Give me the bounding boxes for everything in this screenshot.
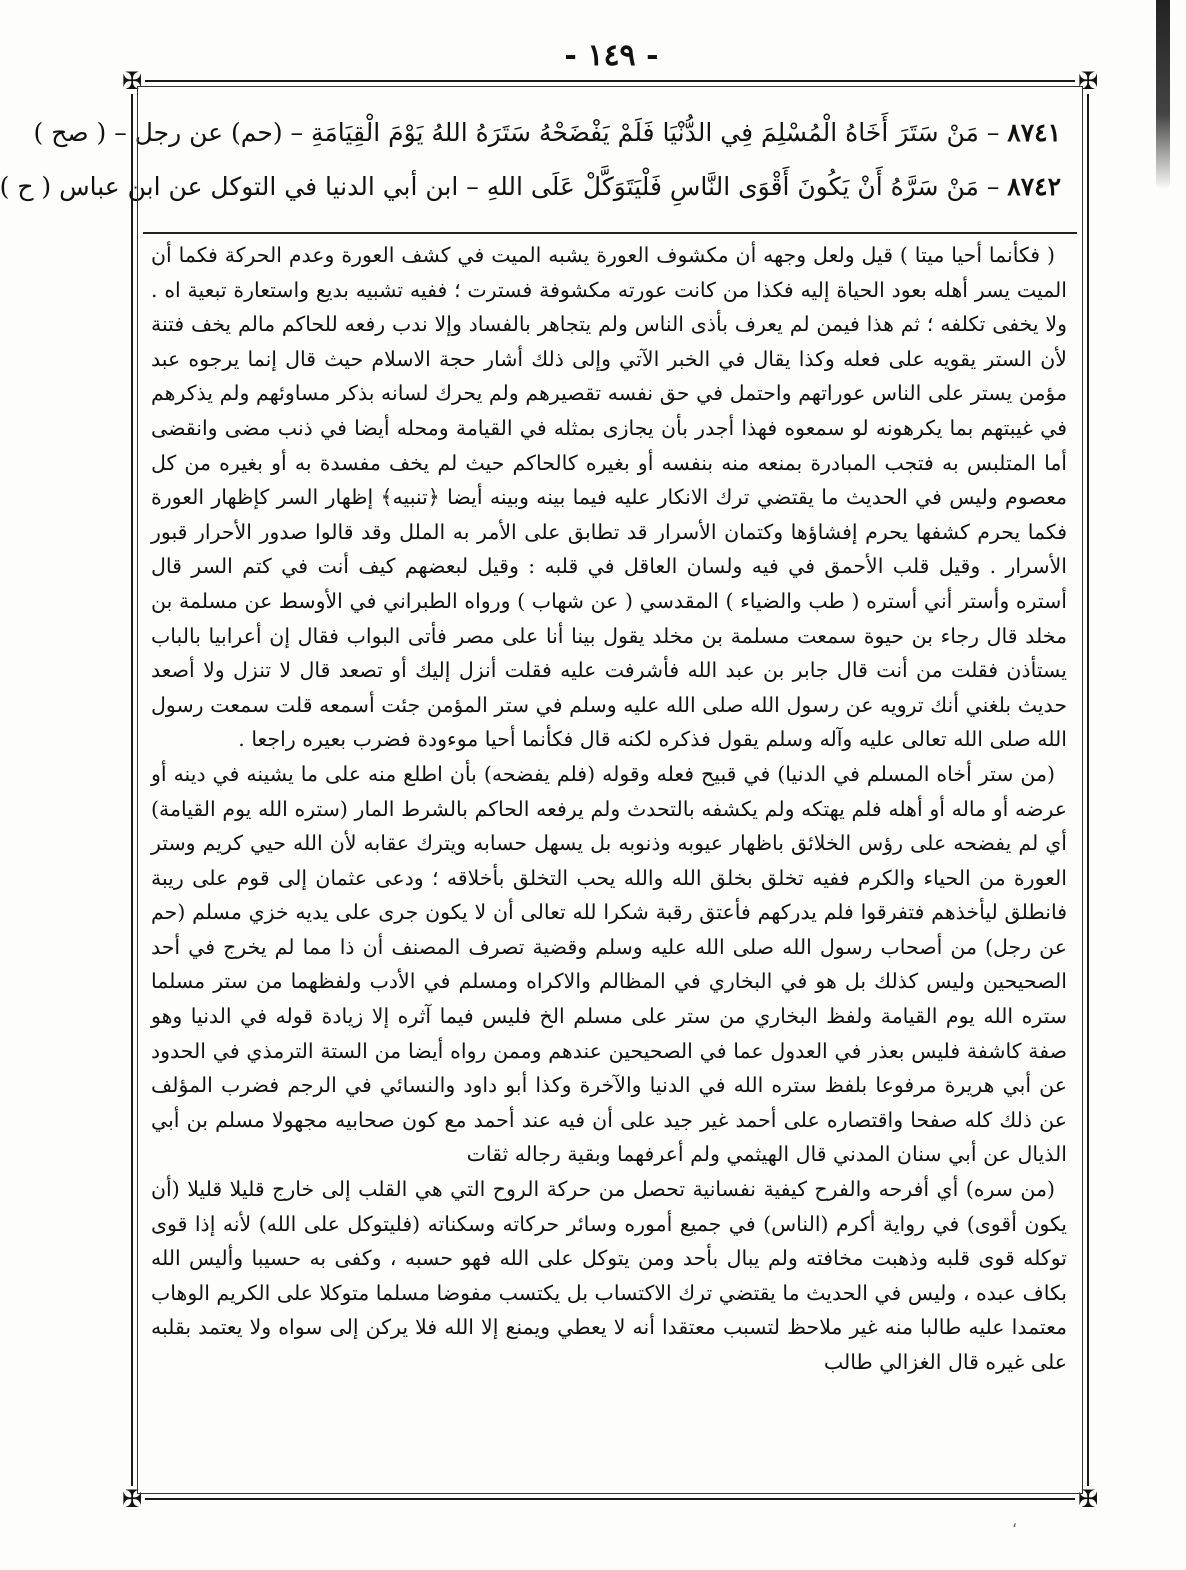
commentary-paragraph: (من ستر أخاه المسلم في الدنيا) في قبيح فعله وقوله (فلم يفضحه) بأن اطلع منه على ما يشينه في دينه أو عرضه أو ماله أو أهله فلم يهتكه ولم يكشفه بالتحدث ولم يرفعه الحاكم بالشرط المار (ستره الله يوم القيامة) أي لم يفضحه على رؤس الخلائق باظهار عيوبه وذنوبه بل يسهل حسابه ويترك عقابه لأن الله حيي كريم وستر العورة من الحياء والكرم ففيه تخلق بخلق الله والله يحب التخلق بأخلاقه ؛ ودعى عثمان إلى قوم على ريبة فانطلق ليأخذهم فتفرقوا فلم يدركهم فأعتق رقبة شكرا لله تعالى أن لا يكون جرى على يديه خزي مسلم (حم عن رجل) من أصحاب رسول الله صلى الله عليه وسلم وقضية تصرف المصنف أن ذا مما لم يخرج في أحد الصحيحين وليس كذلك بل هو في البخاري في المظالم والاكراه ومسلم في الأدب ولفظهما من ستر مسلما ستره الله يوم القيامة ولفظ البخاري من ستر على مسلم الخ فليس فيما آثره إلا زيادة قوله في الدنيا وهو صفة كاشفة فليس بعذر في العدول عما في الصحيحين عندهم وممن رواه أيضا من الستة الترمذي في الحدود عن أبي هريرة مرفوعا بلفظ ستره الله في الدنيا والآخرة وكذا أبو داود والنسائي في الرجم فضرب المؤلف عن ذلك كله صفحا واقتصاره على أحمد غير جيد على أن فيه عند أحمد مع كون صحابيه مجهولا مسلم بن أبي الذيال عن أبي سنان المدني قال الهيثمي ولم أعرفهما وبقية رجاله ثقات <box>151 761 1067 1167</box>
commentary-paragraph: ( فكأنما أحيا ميتا ) قيل ولعل وجهه أن مكشوف العورة يشبه الميت في كشف العورة وعدم الحركة فكما أن الميت يسر أهله بعود الحياة إليه فكذا من كانت عورته مكشوفة فسترت ؛ ففيه تشبيه بديع واستعارة تبعية اه . ولا يخفى تكلفه ؛ ثم هذا فيمن لم يعرف بأذى الناس ولم يتجاهر بالفساد وإلا ندب رفعه للحاكم مالم يخف فتنة لأن الستر يقويه على فعله وكذا يقال في الخبر الآتي وإلى ذلك أشار حجة الاسلام حيث قال إنما يرجوه عبد مؤمن يستر على الناس عوراتهم واحتمل في حق نفسه تقصيرهم ولم يحرك لسانه بذكر مساوئهم ولم يذكرهم في غيبتهم بما يكرهونه لو سمعوه فهذا أجدر بأن يجازى بمثله في القيامة ومحله أيضا في ذنب مضى وانقضى أما المتلبس به فتجب المبادرة بمنعه منه بنفسه أو بغيره كالحاكم حيث لم يخف مفسدة به أو بغيره من كل معصوم وليس في الحديث ما يقتضي ترك الانكار عليه فيما بينه وبينه أيضا ﴿تنبيه﴾ إظهار السر كإظهار العورة فكما يحرم كشفها يحرم إفشاؤها وكتمان الأسرار قد تطابق على الأمر به الملل وقد قالوا صدور الأحرار قبور الأسرار . وقيل قلب الأحمق في فيه ولسان العاقل في قلبه : وقيل لبعضهم كيف أنت في كتم السر قال أستره وأستر أني أستره ( طب والضياء ) المقدسي ( عن شهاب ) ورواه الطبراني في الأوسط عن مسلمة بن مخلد قال رجاء بن حيوة سمعت مسلمة بن مخلد يقول بينا أنا على مصر فأتى البواب فقال إن أعرابيا بالباب يستأذن فقلت من أنت قال جابر بن عبد الله فأشرفت عليه فقلت أنزل إليك أو تصعد قال لا تنزل ولا أصعد حديث بلغني أنك ترويه عن رسول الله صلى الله عليه وسلم في ستر المؤمن جئت أسمعه قلت سمعت رسول الله صلى الله تعالى عليه وآله وسلم يقول فذكره لكنه قال فكأنما أحيا موءودة فضرب بعيره راجعا . <box>151 243 1067 752</box>
hadith-section <box>0 96 1077 224</box>
hadith-number: ٨٧٤١ <box>1007 118 1061 147</box>
commentary-section <box>151 238 1067 1480</box>
section-divider <box>143 232 1077 234</box>
hadith-text: – مَنْ سَرَّهُ أَنْ يَكُونَ أَقْوَى النَّاسِ فَلْيَتَوَكَّلْ عَلَى اللهِ – ابن أبي الدنيا في التوكل عن ابن عباس ( ح ) <box>0 172 1000 201</box>
page-frame <box>0 67 1099 1513</box>
corner-ornament-icon: ✠ <box>119 1486 145 1512</box>
corner-ornament-icon: ✠ <box>1075 1486 1101 1512</box>
book-spine-shadow <box>1156 0 1170 190</box>
hadith-number: ٨٧٤٢ <box>1007 172 1061 201</box>
corner-ornament-icon: ✠ <box>1075 68 1101 94</box>
hadith-line <box>0 160 1061 214</box>
page-number: - ١٤٩ - <box>564 38 659 73</box>
hadith-line <box>33 106 1061 160</box>
commentary-paragraph: (من سره) أي أفرحه والفرح كيفية نفسانية تحصل من حركة الروح التي هي القلب إلى خارج قليلا قليلا (أن يكون أقوى) في رواية أكرم (الناس) في جميع أموره وسائر حركاته وسكناته (فليتوكل على الله) لأنه إذا قوى توكله قوى قلبه وذهبت مخافته ولم يبال بأحد ومن يتوكل على الله فهو حسبه ، وكفى به حسيبا وأليس الله بكاف عبده ، وليس في الحديث ما يقتضي ترك الاكتساب بل يكتسب مفوضا مسلما متوكلا على الكريم الوهاب معتمدا عليه طالبا منه غير ملاحظ لتسبب معتقدا أنه لا يعطي ويمنع إلا الله فلا يركن إلى سواه ولا يعتمد بقلبه على غيره قال الغزالي طالب <box>151 1177 1067 1374</box>
hadith-text: – مَنْ سَتَرَ أَخَاهُ الْمُسْلِمَ فِي الدُّنْيَا فَلَمْ يَفْضَحْهُ سَتَرَهُ اللهُ يَوْمَ الْقِيَامَةِ – (حم) عن رجل – ( صح ) <box>33 118 1000 147</box>
corner-ornament-icon: ✠ <box>119 68 145 94</box>
footer-mark: ، <box>1011 1512 1017 1531</box>
